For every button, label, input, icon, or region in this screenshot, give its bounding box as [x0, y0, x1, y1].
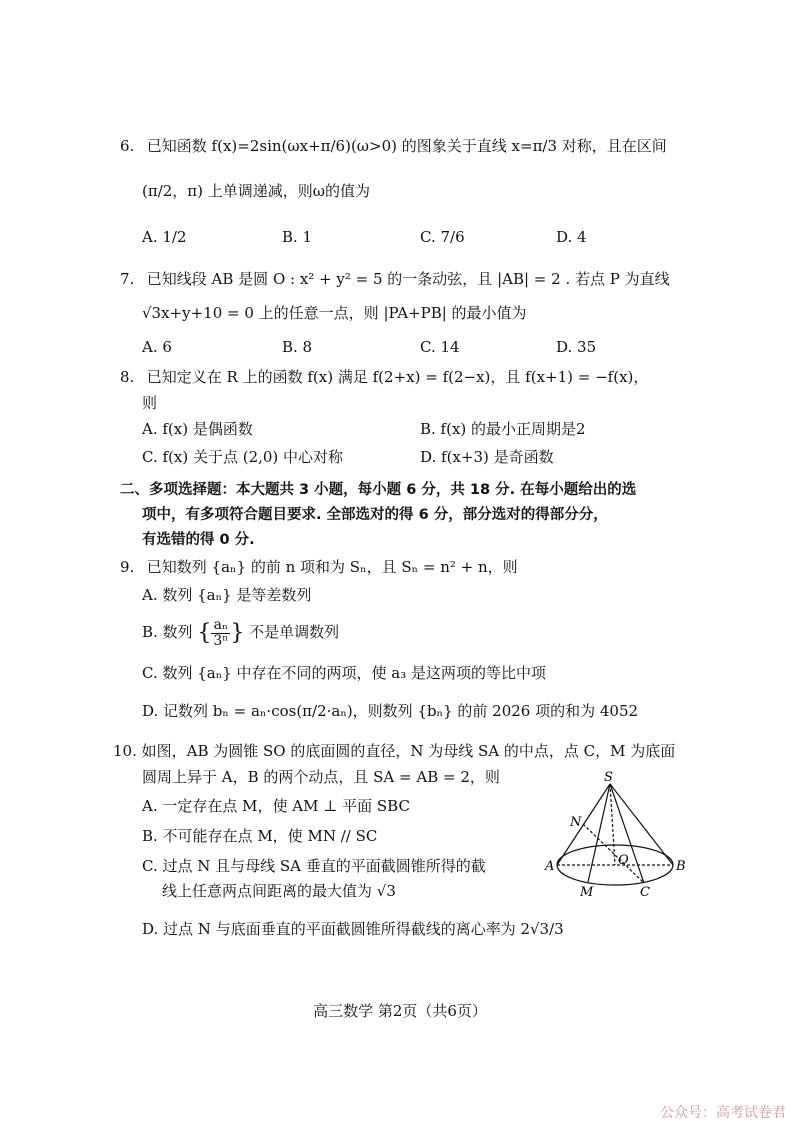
- label-c: C: [640, 885, 650, 900]
- q6-option-c: C. 7/6: [420, 228, 465, 246]
- q6-stem-line2: (π/2，π) 上单调递减，则ω的值为: [142, 182, 371, 200]
- q7-option-a: A. 6: [142, 338, 172, 356]
- q9-option-d: D. 记数列 bₙ = aₙ·cos(π/2·aₙ)，则数列 {bₙ} 的前 2026 项的和为 4052: [142, 702, 639, 720]
- q10-option-c-line2: 线上任意两点间距离的最大值为 √3: [162, 882, 396, 900]
- q7-option-b: B. 8: [282, 338, 313, 356]
- question-number: 6.: [120, 137, 135, 155]
- q7-option-c: C. 14: [420, 338, 460, 356]
- page-footer: 高三数学 第2页（共6页）: [313, 1002, 487, 1020]
- section-header-line1: 二、多项选择题：本大题共 3 小题，每小题 6 分，共 18 分. 在每小题给出的选: [120, 482, 637, 498]
- q10-option-c-line1: C. 过点 N 且与母线 SA 垂直的平面截圆锥所得的截: [142, 857, 486, 875]
- question-number: 7.: [120, 270, 135, 288]
- q8-option-d: D. f(x+3) 是奇函数: [420, 448, 554, 466]
- label-s: S: [604, 770, 613, 785]
- q6-option-b: B. 1: [282, 228, 313, 246]
- q8-stem-line1: [120, 366, 648, 387]
- question-text: 已知线段 AB 是圆 O : x² + y² = 5 的一条动弦，且 |AB| = 2 . 若点 P 为直线: [146, 270, 670, 288]
- fraction: [211, 618, 230, 648]
- q8-stem-line2: 则: [142, 394, 158, 412]
- generatrix-sc: [610, 784, 644, 883]
- section-header-line3: 有选错的得 0 分.: [142, 532, 255, 548]
- generatrix-sm: [588, 784, 610, 882]
- q7-stem-line2: √3x+y+10 = 0 上的任意一点，则 |PA+PB| 的最小值为: [142, 304, 527, 322]
- q10-stem-line1: [113, 740, 675, 761]
- label-m: M: [580, 885, 594, 900]
- q10-option-d: D. 过点 N 与底面垂直的平面截圆锥所得截线的离心率为 2√3/3: [142, 920, 564, 938]
- q7-stem-line1: [120, 268, 670, 289]
- cone-figure: [540, 770, 690, 900]
- question-text: 已知数列 {aₙ} 的前 n 项和为 Sₙ，且 Sₙ = n² + n，则: [146, 558, 518, 576]
- question-number: 10.: [113, 742, 137, 760]
- q8-option-c: C. f(x) 关于点 (2,0) 中心对称: [142, 448, 344, 466]
- section-header-line2: 项中，有多项符合题目要求. 全部选对的得 6 分，部分选对的得部分分，: [142, 507, 608, 523]
- question-number: 9.: [120, 558, 135, 576]
- label-a: A: [545, 859, 555, 874]
- q10-option-b: B. 不可能存在点 M，使 MN // SC: [142, 827, 378, 845]
- q9-option-b: [142, 618, 339, 648]
- left-brace: {: [197, 620, 212, 646]
- fraction-numerator: aₙ: [211, 618, 230, 634]
- option-b-suffix: 不是单调数列: [249, 623, 340, 642]
- fraction-denominator: 3ⁿ: [213, 632, 229, 649]
- option-b-prefix: B. 数列: [142, 623, 193, 642]
- q9-stem: [120, 556, 518, 577]
- question-number: 8.: [120, 368, 135, 386]
- q9-option-a: A. 数列 {aₙ} 是等差数列: [142, 586, 312, 604]
- q6-stem-line1: [120, 135, 667, 156]
- right-brace: }: [230, 620, 245, 646]
- question-text: 已知定义在 R 上的函数 f(x) 满足 f(2+x) = f(2−x)，且 f(x+1) = −f(x)，: [146, 368, 649, 386]
- q8-option-a: A. f(x) 是偶函数: [142, 420, 253, 438]
- question-text: 已知函数 f(x)=2sin(ωx+π/6)(ω>0) 的图象关于直线 x=π/3 对称，且在区间: [146, 137, 667, 155]
- label-o: O: [618, 853, 629, 868]
- q6-option-a: A. 1/2: [142, 228, 187, 246]
- label-b: B: [676, 859, 686, 874]
- q8-option-b: B. f(x) 的最小正周期是2: [420, 420, 586, 438]
- segment-nc: [583, 824, 644, 883]
- q9-option-c: C. 数列 {aₙ} 中存在不同的两项，使 a₃ 是这两项的等比中项: [142, 664, 547, 682]
- watermark: 公众号：高考试卷君: [660, 1105, 786, 1121]
- q6-option-d: D. 4: [556, 228, 587, 246]
- q7-option-d: D. 35: [556, 338, 597, 356]
- question-text: 如图，AB 为圆锥 SO 的底面圆的直径，N 为母线 SA 的中点，点 C，M 为底面: [141, 742, 676, 760]
- q10-stem-line2: 圆周上异于 A，B 的两个动点，且 SA = AB = 2，则: [142, 768, 500, 786]
- q10-option-a: A. 一定存在点 M，使 AM ⊥ 平面 SBC: [142, 797, 410, 815]
- label-n: N: [570, 815, 582, 830]
